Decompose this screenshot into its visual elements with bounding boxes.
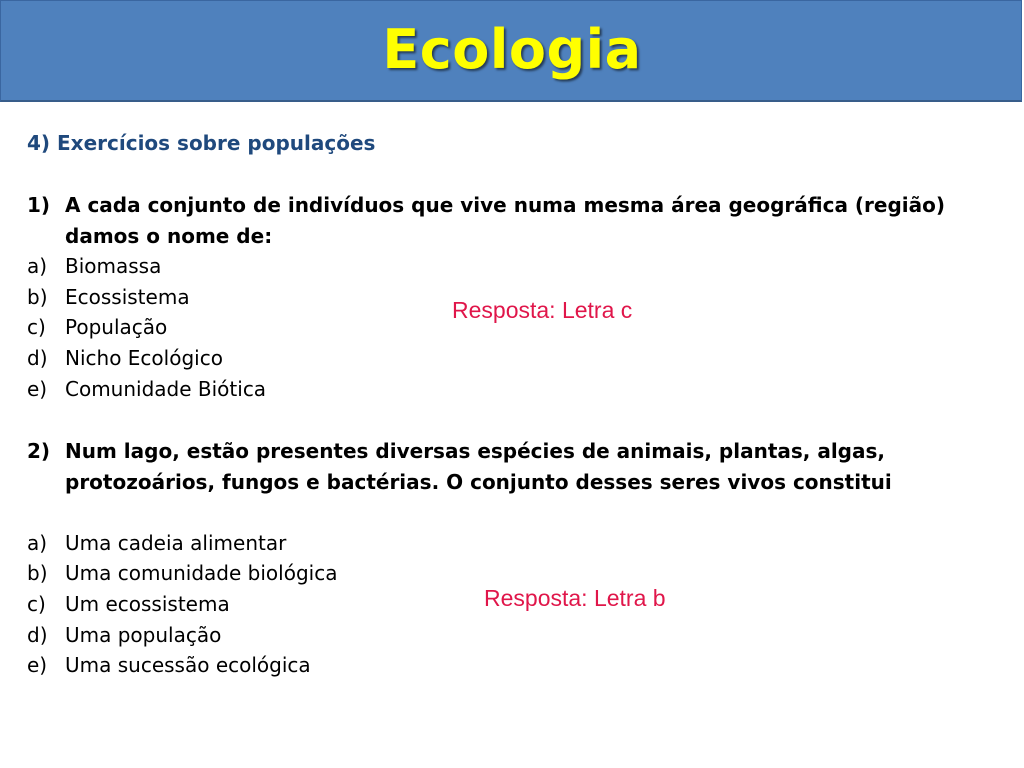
option-text: Biomassa	[65, 254, 162, 279]
option-letter: b)	[27, 561, 48, 586]
answer-2: Resposta: Letra b	[484, 585, 666, 611]
option-text: Um ecossistema	[65, 591, 230, 616]
option-item	[27, 620, 987, 651]
option-item	[27, 650, 987, 681]
question-number: 1)	[27, 193, 51, 217]
question-2-statement	[27, 436, 987, 497]
answer-1: Resposta: Letra c	[452, 297, 633, 323]
question-1-statement	[27, 190, 987, 251]
option-text: População	[65, 315, 168, 340]
option-letter: c)	[27, 315, 46, 340]
option-text: Ecossistema	[65, 284, 190, 309]
option-letter: c)	[27, 591, 46, 616]
option-item	[27, 251, 987, 282]
question-number: 2)	[27, 439, 51, 463]
option-text: Comunidade Biótica	[65, 376, 267, 401]
question-text: A cada conjunto de indivíduos que vive numa mesma área geográfica (região) damos o nome de:	[65, 193, 946, 248]
option-letter: d)	[27, 345, 48, 370]
option-text: Uma população	[65, 622, 222, 647]
slide-subtitle: 4) Exercícios sobre populações	[27, 131, 376, 155]
option-letter: d)	[27, 622, 48, 647]
option-text: Nicho Ecológico	[65, 345, 223, 370]
option-text: Uma comunidade biológica	[65, 561, 338, 586]
option-letter: e)	[27, 653, 48, 678]
question-text: Num lago, estão presentes diversas espécies de animais, plantas, algas, protozoários, fungos e bactérias. O conjunto desses seres vivos constitui	[65, 439, 892, 494]
option-letter: a)	[27, 530, 48, 555]
option-text: Uma sucessão ecológica	[65, 653, 311, 678]
option-letter: a)	[27, 254, 48, 279]
option-item	[27, 343, 987, 374]
option-item	[27, 374, 987, 405]
slide-title: Ecologia	[382, 18, 642, 81]
spacer	[27, 497, 987, 528]
title-bar	[0, 0, 1022, 102]
question-2	[27, 436, 987, 681]
option-item	[27, 528, 987, 559]
option-letter: b)	[27, 284, 48, 309]
option-text: Uma cadeia alimentar	[65, 530, 287, 555]
option-letter: e)	[27, 376, 48, 401]
